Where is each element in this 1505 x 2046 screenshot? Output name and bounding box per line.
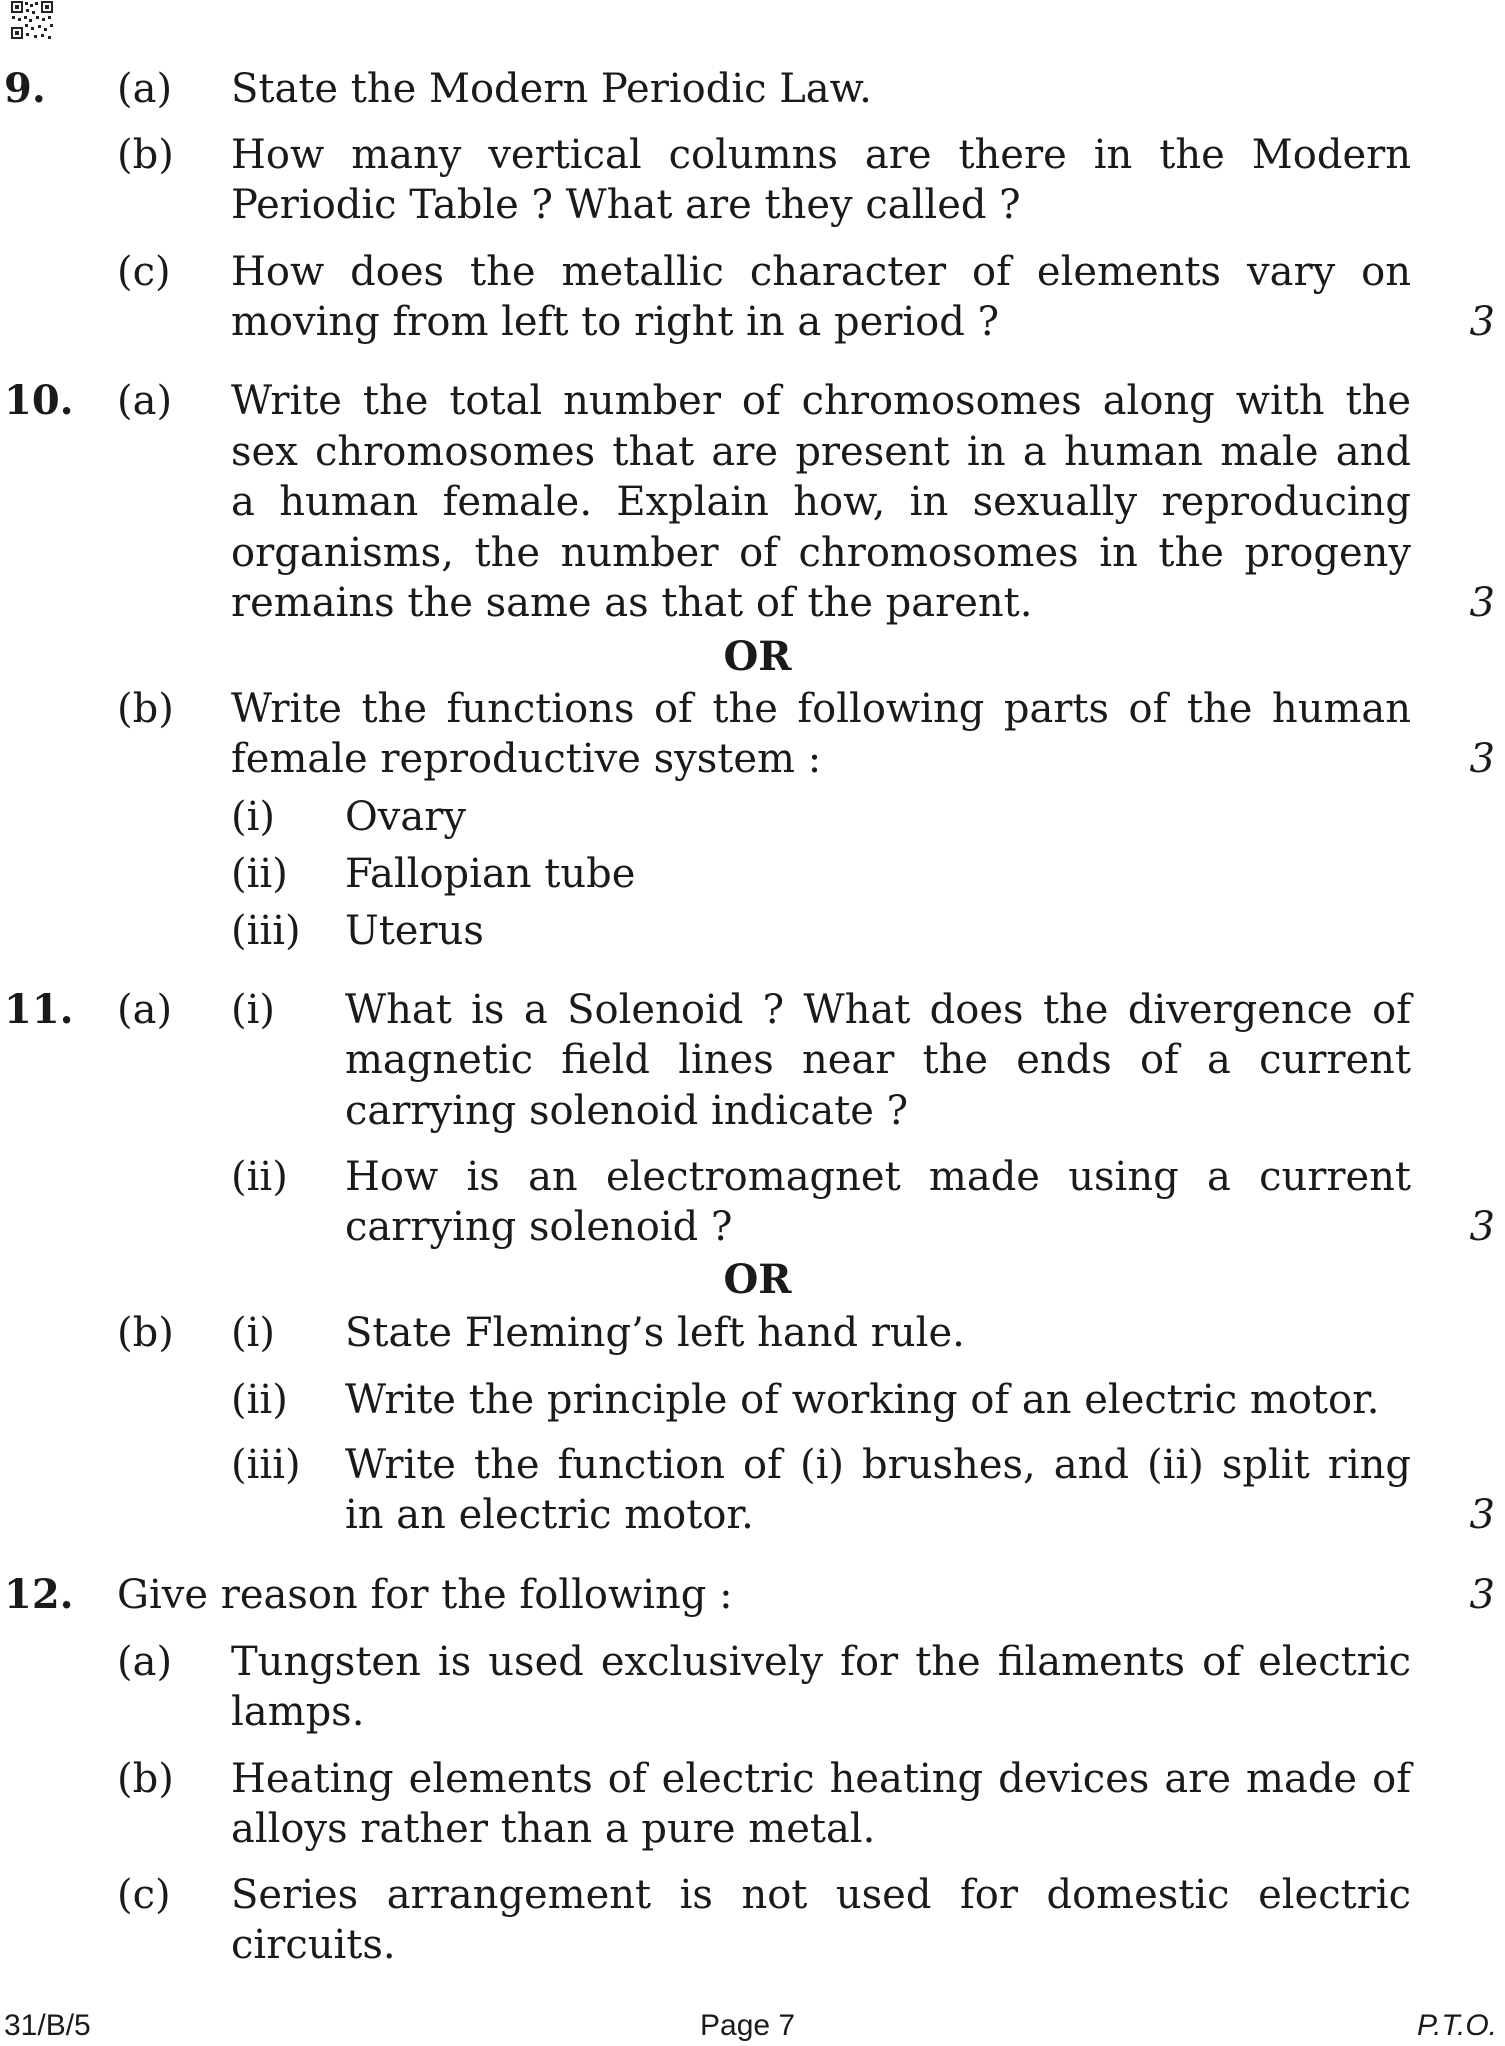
- sub-label: (ii): [231, 1377, 288, 1423]
- part-label-b: (b): [117, 686, 174, 732]
- question-number: 12.: [4, 1571, 74, 1618]
- sub-label: (iii): [231, 1442, 301, 1488]
- question-text: How is an electromagnet made using a current: [345, 1154, 1411, 1200]
- marks-label: 3: [1469, 580, 1495, 626]
- question-text: carrying solenoid ?: [345, 1204, 733, 1250]
- question-text: What is a Solenoid ? What does the divergence of: [345, 987, 1411, 1033]
- part-label-a: (a): [117, 378, 173, 424]
- part-label-b: (b): [117, 1756, 174, 1802]
- part-label-b: (b): [117, 1310, 174, 1356]
- list-item: Uterus: [345, 908, 484, 954]
- list-item: Ovary: [345, 794, 466, 840]
- question-text: circuits.: [231, 1922, 396, 1968]
- question-number: 9.: [4, 65, 46, 112]
- part-label-a: (a): [117, 987, 173, 1033]
- part-label-a: (a): [117, 1639, 173, 1685]
- marks-label: 3: [1469, 299, 1495, 345]
- question-text: moving from left to right in a period ?: [231, 299, 1000, 345]
- question-text: alloys rather than a pure metal.: [231, 1806, 876, 1852]
- question-number: 11.: [4, 986, 74, 1033]
- sub-label: (i): [231, 987, 276, 1033]
- part-label-b: (b): [117, 132, 174, 178]
- qr-code-icon: [10, 0, 54, 40]
- marks-label: 3: [1469, 1492, 1495, 1538]
- question-text: State Fleming’s left hand rule.: [345, 1310, 965, 1356]
- part-label-a: (a): [117, 66, 173, 112]
- pto-label: P.T.O.: [1416, 2009, 1497, 2042]
- question-text: Periodic Table ? What are they called ?: [231, 182, 1021, 228]
- question-text: female reproductive system :: [231, 736, 822, 782]
- question-text: Write the function of (i) brushes, and (ii) split ring: [345, 1442, 1411, 1488]
- question-text: magnetic field lines near the ends of a current: [345, 1037, 1411, 1083]
- part-label-c: (c): [117, 249, 171, 295]
- part-label-c: (c): [117, 1872, 171, 1918]
- question-text: a human female. Explain how, in sexually reproducing: [231, 479, 1411, 525]
- question-text: remains the same as that of the parent.: [231, 580, 1033, 626]
- question-text: Write the principle of working of an electric motor.: [345, 1377, 1380, 1423]
- question-text: Write the total number of chromosomes along with the: [231, 378, 1411, 424]
- sub-label: (ii): [231, 1154, 288, 1200]
- list-item: Fallopian tube: [345, 851, 636, 897]
- question-text: sex chromosomes that are present in a human male and: [231, 429, 1411, 475]
- marks-label: 3: [1469, 1572, 1495, 1618]
- question-text: organisms, the number of chromosomes in the progeny: [231, 530, 1411, 576]
- sub-label: (i): [231, 794, 276, 840]
- question-text: How many vertical columns are there in the Modern: [231, 132, 1411, 178]
- question-text: Write the functions of the following parts of the human: [231, 686, 1411, 732]
- or-divider: OR: [723, 633, 792, 680]
- sub-label: (i): [231, 1310, 276, 1356]
- question-text: Heating elements of electric heating devices are made of: [231, 1756, 1411, 1802]
- or-divider: OR: [723, 1256, 792, 1303]
- question-text: State the Modern Periodic Law.: [231, 66, 872, 112]
- marks-label: 3: [1469, 736, 1495, 782]
- question-text: Give reason for the following :: [117, 1572, 733, 1618]
- marks-label: 3: [1469, 1204, 1495, 1250]
- question-text: carrying solenoid indicate ?: [345, 1088, 909, 1134]
- question-number: 10.: [4, 377, 74, 424]
- page-number: Page 7: [700, 2009, 796, 2042]
- question-text: Series arrangement is not used for domestic electric: [231, 1872, 1411, 1918]
- question-text: lamps.: [231, 1689, 365, 1735]
- sub-label: (ii): [231, 851, 288, 897]
- question-text: How does the metallic character of elements vary on: [231, 249, 1411, 295]
- sub-label: (iii): [231, 908, 301, 954]
- paper-code: 31/B/5: [4, 2009, 91, 2042]
- question-text: Tungsten is used exclusively for the filaments of electric: [231, 1639, 1411, 1685]
- question-text: in an electric motor.: [345, 1492, 754, 1538]
